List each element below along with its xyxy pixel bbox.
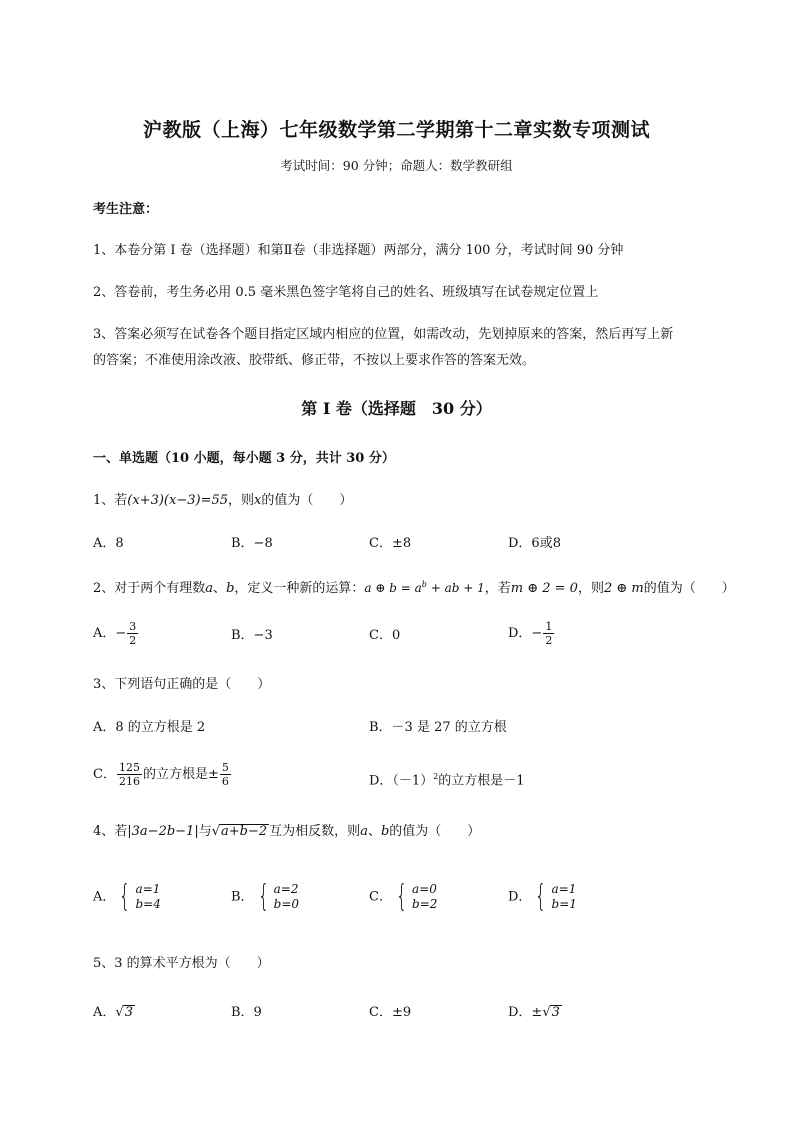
fraction: $\frac{3}{2}$ (129, 620, 137, 647)
notice-item-3: 3、答案必须写在试卷各个题目指定区域内相应的位置，如需改动，先划掉原来的答案，然后再写上新 (93, 327, 674, 342)
q5-option-c[interactable]: C．±9 (369, 1005, 412, 1020)
question-5: 5、3 的算术平方根为（ ） (93, 956, 270, 971)
q2-option-b[interactable]: B．−3 (231, 628, 273, 643)
fraction: $\frac{125}{216}$ (118, 761, 140, 788)
notice-item-2: 2、答卷前，考生务必用 0.5 毫米黑色签字笔将自己的姓名、班级填写在试卷规定位置上 (93, 285, 599, 300)
page-title: 沪教版（上海）七年级数学第二学期第十二章实数专项测试 (142, 119, 650, 141)
q4-sqrt: √a+b−2 (211, 824, 268, 839)
q2-sep: 、 (213, 581, 227, 596)
q5-option-a[interactable]: A．√3 (93, 1005, 133, 1020)
q2-var-a: a (205, 581, 214, 596)
part-heading: 一、单选题（10 小题，每小题 3 分，共计 30 分） (93, 451, 395, 466)
question-1 (93, 492, 352, 510)
q2-option-c[interactable]: C．0 (369, 628, 401, 643)
q2-prefix: 2、对于两个有理数 (93, 581, 206, 596)
q1-mid: ，则 (228, 493, 255, 508)
q5-option-b[interactable]: B．9 (231, 1005, 262, 1020)
q2-definition: a ⊕ $b = a^b$ + ab + 1 (364, 580, 485, 595)
q1-suffix: 的值为（ ） (261, 493, 353, 508)
exam-info: 考试时间：90 分钟；命题人：数学教研组 (280, 158, 513, 173)
notice-heading: 考生注意： (93, 202, 159, 217)
q4-abs: |3a−2b−1| (127, 824, 199, 839)
q1-prefix: 1、若 (93, 493, 128, 508)
section-title: 第 I 卷（选择题 30 分） (301, 399, 492, 418)
q2-ask: 2 ⊕ m (603, 581, 644, 596)
notice-item-1: 1、本卷分第 I 卷（选择题）和第Ⅱ卷（非选择题）两部分，满分 100 分，考试时间 90 分钟 (93, 243, 624, 258)
q4-option-d[interactable]: D． { a=1 b=1 (508, 879, 577, 914)
fraction: $\frac{1}{2}$ (545, 620, 553, 647)
q1-option-c[interactable]: C．±8 (369, 536, 412, 551)
q2-option-a[interactable]: A．− $\frac{3}{2}$ (93, 620, 137, 647)
q2-ask-pre: ，则 (577, 581, 604, 596)
q5-option-d[interactable]: D．±√3 (508, 1005, 560, 1020)
q3-option-d[interactable]: D．$(-1)^2$的立方根是－1 (369, 772, 525, 789)
q4-option-c[interactable]: C． { a=0 b=2 (369, 879, 438, 914)
notice-item-3-cont: 的答案；不准使用涂改液、胶带纸、修正带，不按以上要求作答的答案无效。 (93, 353, 536, 368)
q2-var-b: b (226, 581, 235, 596)
q4-option-a[interactable]: A． { a=1 b=4 (93, 879, 161, 914)
q2-condition: m ⊕ 2 = 0 (510, 581, 578, 596)
q2-suffix: 的值为（ ） (643, 581, 735, 596)
q1-variable: x (254, 493, 262, 508)
q3-option-a[interactable]: A．8 的立方根是 2 (93, 720, 206, 735)
q4-option-b[interactable]: B． { a=2 b=0 (231, 879, 300, 914)
q1-option-d[interactable]: D．6或8 (508, 536, 561, 551)
q1-option-a[interactable]: A．8 (93, 536, 124, 551)
q3-option-c[interactable]: C． $\frac{125}{216}$ 的立方根是± $\frac{5}{6}$ (93, 761, 229, 788)
q1-equation: (x+3)(x−3)=55 (127, 493, 228, 508)
question-3: 3、下列语句正确的是（ ） (93, 677, 271, 692)
fraction: $\frac{5}{6}$ (221, 761, 229, 788)
question-4: 4、若|3a−2b−1|与√a+b−2 互为相反数，则a、b的值为（ ） (93, 824, 481, 839)
question-2 (93, 576, 735, 598)
q2-option-d[interactable]: D．− $\frac{1}{2}$ (508, 620, 553, 647)
q2-mid: ，定义一种新的运算： (234, 581, 365, 596)
q3-option-b[interactable]: B．－3 是 27 的立方根 (369, 720, 507, 735)
q2-cond-pre: ，若 (484, 581, 511, 596)
q1-option-b[interactable]: B．−8 (231, 536, 273, 551)
